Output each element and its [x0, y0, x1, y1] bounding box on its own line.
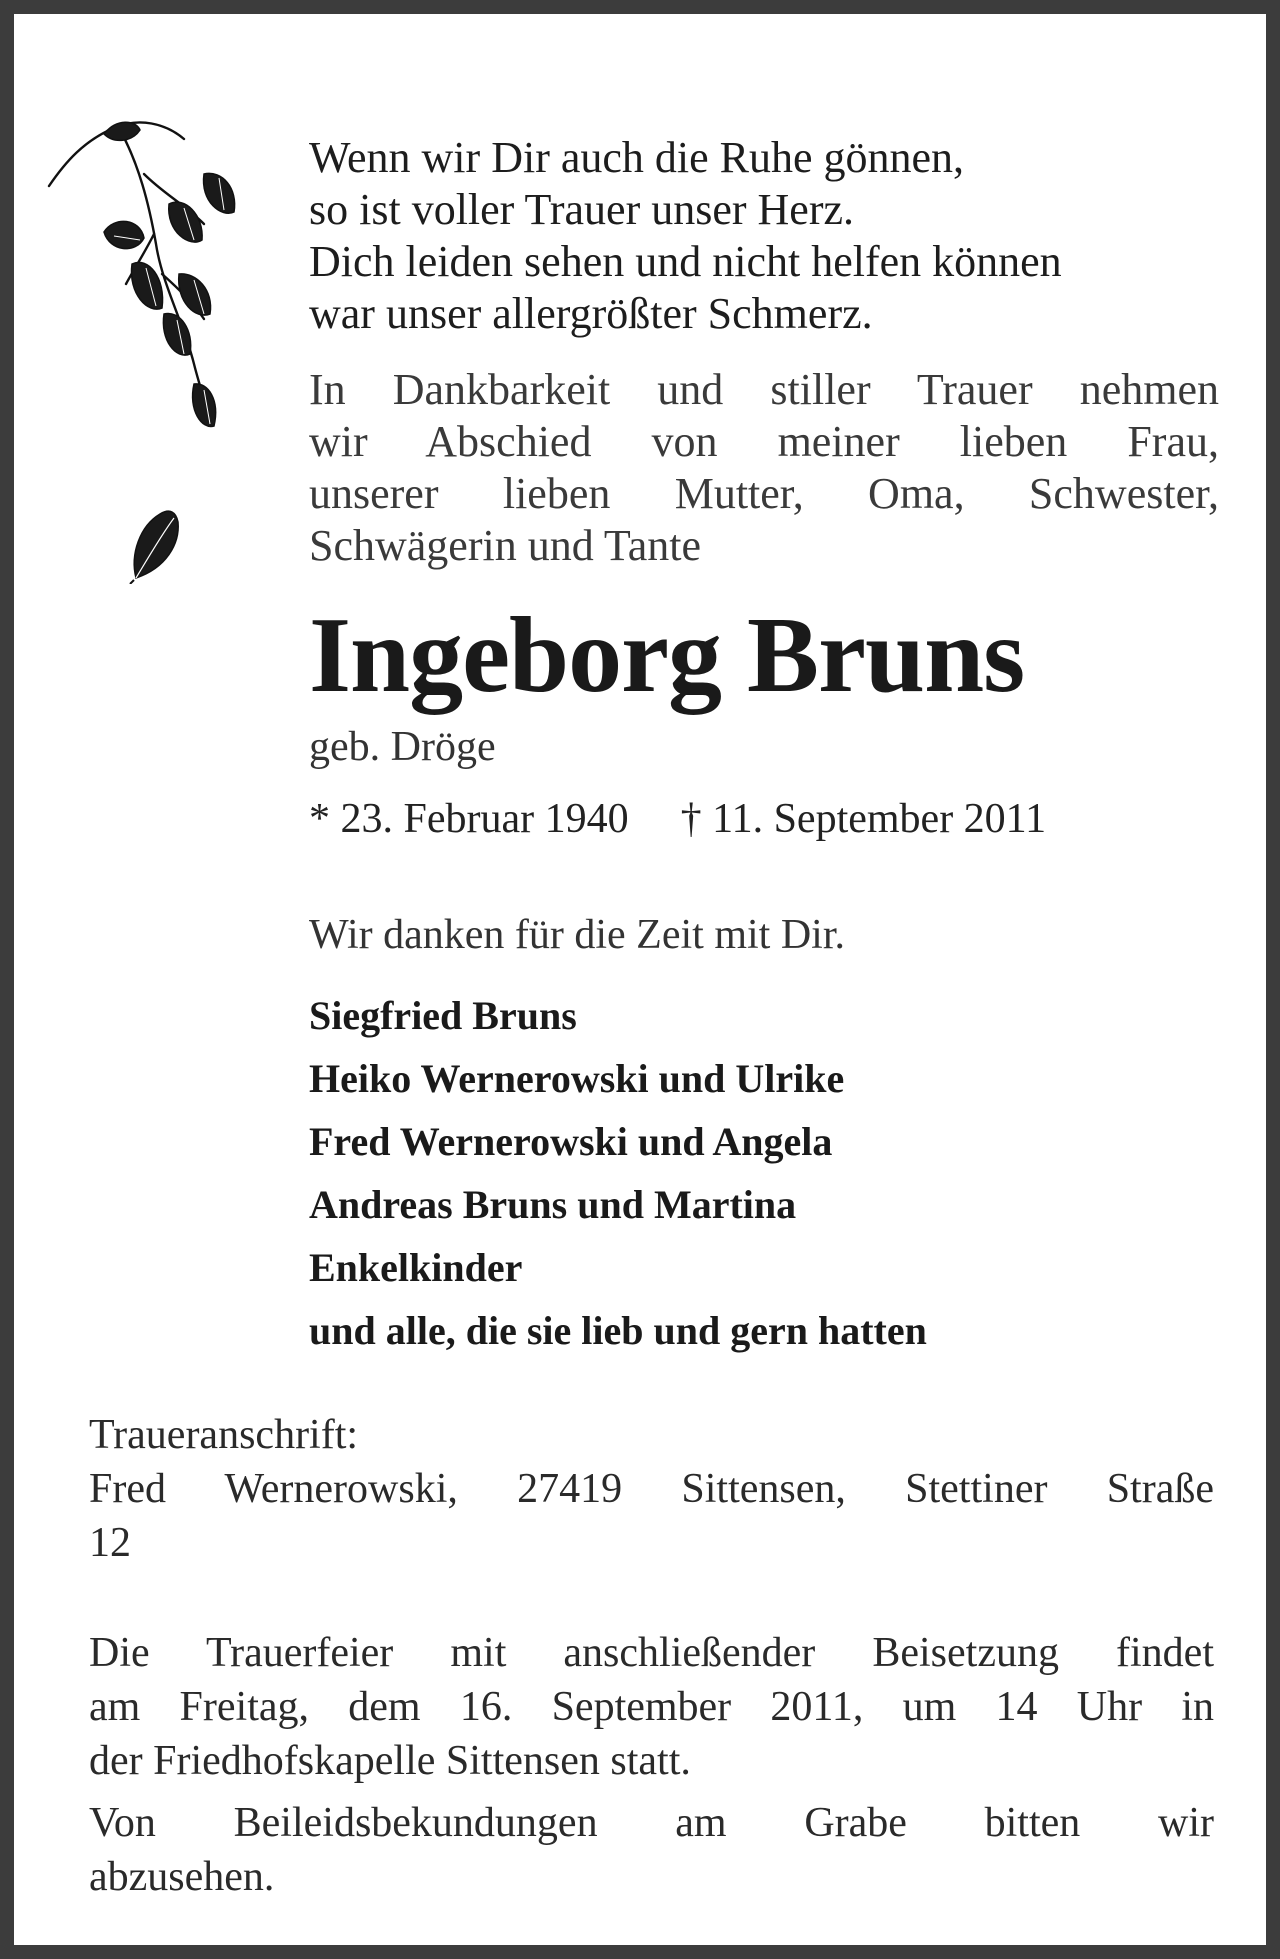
- mourners-list: [309, 984, 1219, 1362]
- address-label: Traueranschrift:: [89, 1412, 359, 1458]
- birch-branch-icon: [44, 114, 254, 434]
- condolence-line: Von Beileidsbekundungen am Grabe bitten wir: [89, 1800, 1214, 1846]
- farewell-intro: [309, 364, 1219, 572]
- poem-line: so ist voller Trauer unser Herz.: [309, 185, 855, 234]
- mourner: Heiko Wernerowski und Ulrike: [309, 1056, 845, 1101]
- condolence-note: [89, 1796, 1214, 1904]
- life-dates: [309, 794, 1219, 844]
- ceremony-line: Die Trauerfeier mit anschließender Beisetzung findet: [89, 1630, 1214, 1676]
- funeral-ceremony: [89, 1626, 1214, 1788]
- falling-leaf-icon: [126, 504, 182, 584]
- mourner: Andreas Bruns und Martina: [309, 1182, 797, 1227]
- mourner: und alle, die sie lieb und gern hatten: [309, 1308, 927, 1353]
- address-line: Fred Wernerowski, 27419 Sittensen, Stettiner Straße: [89, 1466, 1214, 1512]
- intro-line: unserer lieben Mutter, Oma, Schwester,: [309, 469, 1219, 518]
- intro-line: Schwägerin und Tante: [309, 521, 702, 570]
- birth-name: geb. Dröge: [309, 724, 496, 770]
- mourner: Fred Wernerowski und Angela: [309, 1119, 833, 1164]
- poem: [309, 132, 1219, 340]
- condolence-line: abzusehen.: [89, 1854, 275, 1900]
- intro-line: wir Abschied von meiner lieben Frau,: [309, 417, 1219, 466]
- poem-line: war unser allergrößter Schmerz.: [309, 289, 873, 338]
- ceremony-line: der Friedhofskapelle Sittensen statt.: [89, 1738, 691, 1784]
- address-line: 12: [89, 1520, 131, 1566]
- mourner: Enkelkinder: [309, 1245, 523, 1290]
- death-date: † 11. September 2011: [680, 796, 1047, 842]
- birth-date: * 23. Februar 1940: [309, 796, 629, 842]
- deceased-name: Ingeborg Bruns: [309, 596, 1025, 715]
- mourner: Siegfried Bruns: [309, 993, 577, 1038]
- ceremony-line: am Freitag, dem 16. September 2011, um 14 Uhr in: [89, 1684, 1214, 1730]
- mourning-address: [89, 1408, 1214, 1570]
- poem-line: Wenn wir Dir auch die Ruhe gönnen,: [309, 133, 965, 182]
- poem-line: Dich leiden sehen und nicht helfen können: [309, 237, 1062, 286]
- intro-line: In Dankbarkeit und stiller Trauer nehmen: [309, 365, 1219, 414]
- thanks-line: Wir danken für die Zeit mit Dir.: [309, 912, 845, 958]
